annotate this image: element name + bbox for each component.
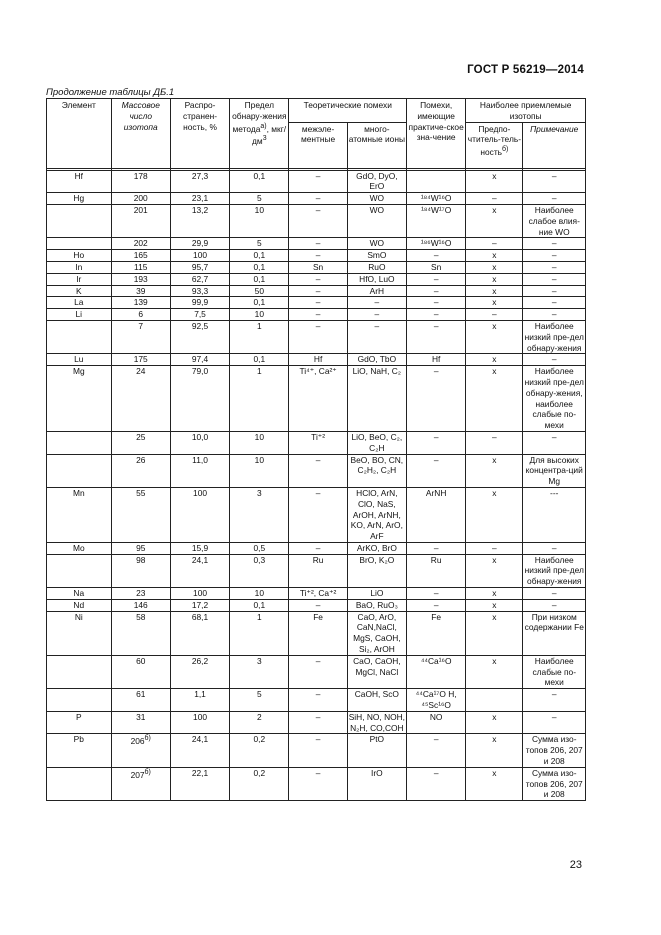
cell-a: 95,7 — [170, 261, 229, 273]
cell-n: Для высоких концентра-ций Mg — [523, 454, 586, 487]
cell-a: 79,0 — [170, 366, 229, 432]
cell-pr: – — [407, 767, 466, 800]
cell-pr: – — [407, 297, 466, 309]
table-body — [47, 170, 586, 801]
cell-m: 175 — [111, 354, 170, 366]
col-mass-number: Массовое число изотопа — [111, 99, 170, 169]
cell-pa: CaO, ArO, CaN,NaCl, MgS, CaOH, Si₂, ArOH — [347, 611, 406, 655]
cell-pr: NO — [407, 711, 466, 734]
cell-n: Сумма изо-топов 206, 207 и 208 — [523, 767, 586, 800]
cell-m: 7 — [111, 320, 170, 353]
cell-m: 6 — [111, 309, 170, 321]
cell-ie: – — [289, 193, 347, 205]
cell-a: 23,1 — [170, 193, 229, 205]
cell-el — [47, 554, 112, 587]
cell-pa: BrO, K₂O — [347, 554, 406, 587]
cell-ie: Fe — [289, 611, 347, 655]
cell-m: 31 — [111, 711, 170, 734]
cell-n: – — [523, 542, 586, 554]
cell-ie: – — [289, 170, 347, 193]
cell-ie: – — [289, 297, 347, 309]
cell-el: Na — [47, 588, 112, 600]
cell-n: – — [523, 285, 586, 297]
cell-pa: HfO, LuO — [347, 273, 406, 285]
cell-ie: Ti⁺², Ca⁺² — [289, 588, 347, 600]
table-row — [47, 285, 586, 297]
cell-pa: – — [347, 297, 406, 309]
cell-p: x — [466, 354, 523, 366]
cell-pa: ArH — [347, 285, 406, 297]
cell-a: 100 — [170, 711, 229, 734]
cell-d: 0,3 — [230, 554, 289, 587]
cell-pr: – — [407, 250, 466, 262]
cell-pr: – — [407, 588, 466, 600]
cell-pr: Ru — [407, 554, 466, 587]
cell-n: Наиболее низкий пре-дел обнару-жения, наиболее слабые по-мехи — [524, 366, 584, 431]
cell-ie: Ti⁺² — [289, 431, 347, 454]
cell-ie: – — [289, 542, 347, 554]
cell-p: – — [466, 542, 523, 554]
cell-el: Mn — [47, 487, 112, 542]
cell-m: $207^{б)}$ — [111, 767, 170, 800]
cell-d: 50 — [230, 285, 289, 297]
cell-el: Li — [47, 309, 112, 321]
cell-d: 0,1 — [230, 599, 289, 611]
col-element: Элемент — [47, 99, 112, 169]
table-row — [47, 309, 586, 321]
cell-d: 0,1 — [230, 297, 289, 309]
col-polyatomic: много-атомные ионы — [347, 122, 406, 168]
table-row — [47, 238, 586, 250]
cell-p: x — [466, 599, 523, 611]
cell-d: 10 — [230, 309, 289, 321]
cell-el: Ir — [47, 273, 112, 285]
cell-pr: – — [407, 309, 466, 321]
standard-number: ГОСТ Р 56219—2014 — [467, 64, 584, 76]
cell-pr: ¹⁸⁴W¹⁷O — [407, 204, 466, 237]
cell-p: – — [466, 431, 523, 454]
cell-p: x — [466, 366, 523, 432]
table-row — [47, 250, 586, 262]
cell-m: 139 — [111, 297, 170, 309]
cell-d: 0,1 — [230, 261, 289, 273]
cell-a: 99,9 — [170, 297, 229, 309]
cell-pa: LiO — [347, 588, 406, 600]
cell-el: Nd — [47, 599, 112, 611]
cell-n: Наиболее слабые по-мехи — [523, 655, 586, 688]
cell-ie: Hf — [289, 354, 347, 366]
table-continuation-caption: Продолжение таблицы ДБ.1 — [46, 87, 175, 98]
cell-m: 146 — [111, 599, 170, 611]
cell-pa: LiO, NaH, C₂ — [347, 366, 406, 432]
cell-pa: HClO, ArN, ClO, NaS, ArOH, ArNH, KO, ArN, ArO, ArF — [347, 487, 406, 542]
cell-el: Pb — [47, 734, 112, 767]
cell-p: – — [466, 193, 523, 205]
cell-n: – — [523, 170, 586, 193]
cell-d: 2 — [230, 711, 289, 734]
cell-el: Hg — [47, 193, 112, 205]
table-row — [47, 711, 586, 734]
cell-p: x — [466, 734, 523, 767]
col-interelement: межэле-ментные — [289, 122, 347, 168]
cell-pr: – — [407, 454, 466, 487]
cell-d: 3 — [230, 655, 289, 688]
cell-n: – — [523, 354, 586, 366]
cell-a: 1,1 — [170, 689, 229, 712]
cell-pa: – — [347, 320, 406, 353]
cell-m: 95 — [111, 542, 170, 554]
cell-el — [47, 431, 112, 454]
cell-pr: Fe — [407, 611, 466, 655]
cell-n: – — [523, 711, 586, 734]
cell-n: При низком содержании Fe — [523, 611, 586, 655]
cell-pa: WO — [347, 204, 406, 237]
cell-d: 1 — [230, 320, 289, 353]
cell-el: P — [47, 711, 112, 734]
table-row — [47, 261, 586, 273]
cell-d: 10 — [230, 204, 289, 237]
cell-a: 93,3 — [170, 285, 229, 297]
cell-ie: Ti⁴⁺, Ca²⁺ — [289, 366, 347, 432]
cell-d: 3 — [230, 487, 289, 542]
cell-d: 10 — [230, 454, 289, 487]
page-number: 23 — [569, 859, 582, 871]
table-row — [47, 767, 586, 800]
cell-d: 0,5 — [230, 542, 289, 554]
cell-pa: WO — [347, 193, 406, 205]
cell-m: 193 — [111, 273, 170, 285]
cell-pa: CaO, CaOH, MgCl, NaCl — [347, 655, 406, 688]
cell-ie: – — [289, 238, 347, 250]
cell-ie: – — [289, 599, 347, 611]
cell-el — [47, 204, 112, 237]
cell-n: Сумма изо-топов 206, 207 и 208 — [523, 734, 586, 767]
cell-pa: GdO, DyO, ErO — [347, 170, 406, 193]
cell-pr: ⁴⁴Ca¹⁷O H, ⁴⁵Sc¹⁶O — [407, 689, 466, 712]
cell-d: 0,2 — [230, 734, 289, 767]
cell-d: 5 — [230, 193, 289, 205]
col-abundance: Распро-странен-ность, % — [170, 99, 229, 169]
cell-p: x — [466, 767, 523, 800]
cell-ie: – — [289, 711, 347, 734]
cell-ie: – — [289, 454, 347, 487]
cell-a: 100 — [170, 487, 229, 542]
cell-a: 100 — [170, 588, 229, 600]
cell-ie: – — [289, 767, 347, 800]
cell-m: 60 — [111, 655, 170, 688]
table-row — [47, 588, 586, 600]
cell-m: $206^{б)}$ — [111, 734, 170, 767]
cell-d: 10 — [230, 588, 289, 600]
cell-m: 26 — [111, 454, 170, 487]
cell-p: x — [466, 204, 523, 237]
cell-p — [466, 689, 523, 712]
cell-el: Lu — [47, 354, 112, 366]
cell-m: 115 — [111, 261, 170, 273]
cell-pa: IrO — [347, 767, 406, 800]
cell-n: – — [523, 238, 586, 250]
table-row — [47, 170, 586, 193]
cell-el — [47, 320, 112, 353]
cell-pr: – — [407, 273, 466, 285]
cell-el: Hf — [47, 170, 112, 193]
cell-n: – — [523, 588, 586, 600]
cell-ie: – — [289, 204, 347, 237]
cell-ie: – — [289, 320, 347, 353]
cell-p: – — [466, 309, 523, 321]
table-row — [47, 599, 586, 611]
cell-pr: – — [407, 542, 466, 554]
cell-n: – — [523, 250, 586, 262]
cell-el: K — [47, 285, 112, 297]
cell-ie: Sn — [289, 261, 347, 273]
cell-a: 22,1 — [170, 767, 229, 800]
cell-m: 25 — [111, 431, 170, 454]
cell-p: x — [466, 611, 523, 655]
col-theoretical-interferences: Теоретические помехи — [289, 99, 407, 123]
cell-pr: – — [407, 285, 466, 297]
cell-el: Ho — [47, 250, 112, 262]
table-row — [47, 431, 586, 454]
cell-d: 0,2 — [230, 767, 289, 800]
cell-n: – — [523, 193, 586, 205]
col-detection-limit: Предел обнару-жения метода$^{а)}$, мкг/$дм^3$ — [230, 99, 289, 169]
cell-p: x — [466, 655, 523, 688]
cell-p: x — [466, 554, 523, 587]
cell-pr: – — [407, 431, 466, 454]
cell-pr: Sn — [407, 261, 466, 273]
cell-n: --- — [523, 487, 586, 542]
cell-p: x — [466, 320, 523, 353]
cell-p: x — [466, 261, 523, 273]
cell-n: – — [523, 261, 586, 273]
cell-el: Mg — [47, 366, 112, 432]
cell-pr: – — [407, 599, 466, 611]
cell-a: 24,1 — [170, 734, 229, 767]
table-row — [47, 193, 586, 205]
cell-p: x — [466, 273, 523, 285]
cell-pr: Hf — [407, 354, 466, 366]
cell-p: x — [466, 711, 523, 734]
cell-a: 24,1 — [170, 554, 229, 587]
cell-d: 0,1 — [230, 354, 289, 366]
cell-a: 15,9 — [170, 542, 229, 554]
cell-a: 7,5 — [170, 309, 229, 321]
cell-a: 62,7 — [170, 273, 229, 285]
cell-a: 26,2 — [170, 655, 229, 688]
cell-ie: – — [289, 285, 347, 297]
cell-p: x — [466, 454, 523, 487]
cell-pa: GdO, TbO — [347, 354, 406, 366]
cell-pr: ¹⁸⁶W¹⁶O — [407, 238, 466, 250]
cell-p: x — [466, 588, 523, 600]
cell-ie: – — [289, 689, 347, 712]
cell-el — [47, 767, 112, 800]
cell-d: 0,1 — [230, 170, 289, 193]
cell-pa: BaO, RuO₃ — [347, 599, 406, 611]
table-row — [47, 297, 586, 309]
cell-ie: – — [289, 655, 347, 688]
cell-m: 39 — [111, 285, 170, 297]
cell-pr: – — [407, 734, 466, 767]
cell-d: 5 — [230, 238, 289, 250]
cell-pa: ArKO, BrO — [347, 542, 406, 554]
table-row — [47, 554, 586, 587]
cell-el: In — [47, 261, 112, 273]
table-row — [47, 542, 586, 554]
cell-p: x — [466, 250, 523, 262]
cell-d: 0,1 — [230, 273, 289, 285]
cell-ie: Ru — [289, 554, 347, 587]
cell-d: 5 — [230, 689, 289, 712]
cell-m: 24 — [111, 366, 170, 432]
cell-el — [47, 454, 112, 487]
cell-pa: SiH, NO, NOH, N₂H, CO,COH — [348, 711, 406, 733]
cell-ie: – — [289, 734, 347, 767]
cell-m: 98 — [111, 554, 170, 587]
cell-ie: – — [289, 250, 347, 262]
cell-ie: – — [289, 487, 347, 542]
cell-p: x — [466, 285, 523, 297]
cell-m: 58 — [111, 611, 170, 655]
cell-m: 55 — [111, 487, 170, 542]
cell-pa: LiO, BeO, C₂, C₂H — [347, 431, 406, 454]
cell-d: 0,1 — [230, 250, 289, 262]
col-practical-interferences: Помехи, имеющие практиче-ское зна-чение — [407, 99, 466, 169]
cell-p: x — [466, 487, 523, 542]
cell-m: 61 — [111, 689, 170, 712]
cell-n: – — [523, 431, 586, 454]
table-row — [47, 454, 586, 487]
cell-pr: ⁴⁴Ca¹⁶O — [407, 655, 466, 688]
cell-a: 10,0 — [170, 431, 229, 454]
cell-el: Mo — [47, 542, 112, 554]
table-row — [47, 204, 586, 237]
cell-d: 10 — [230, 431, 289, 454]
cell-el: Ni — [47, 611, 112, 655]
cell-n: Наиболее низкий пре-дел обнару-жения — [524, 320, 584, 353]
cell-pr: ArNH — [407, 487, 466, 542]
cell-n: Наиболее слабое влия-ние WO — [523, 204, 586, 237]
cell-pr: – — [407, 320, 466, 353]
cell-n: – — [523, 599, 586, 611]
cell-d: 1 — [230, 611, 289, 655]
cell-m: 202 — [111, 238, 170, 250]
cell-n: – — [523, 689, 586, 712]
cell-p: x — [466, 170, 523, 193]
cell-pa: PtO — [347, 734, 406, 767]
table-row — [47, 354, 586, 366]
table-row — [47, 689, 586, 712]
isotope-table — [46, 98, 586, 801]
cell-p: x — [466, 297, 523, 309]
cell-ie: – — [289, 273, 347, 285]
cell-a: 17,2 — [170, 599, 229, 611]
cell-pr: – — [407, 366, 466, 432]
cell-a: 100 — [170, 250, 229, 262]
cell-pa: BeO, BO, CN, C₂H₂, C₂H — [347, 454, 406, 487]
cell-n: – — [523, 273, 586, 285]
cell-m: 23 — [111, 588, 170, 600]
table-row — [47, 734, 586, 767]
table-row — [47, 611, 586, 655]
cell-ie: – — [289, 309, 347, 321]
cell-pa: RuO — [347, 261, 406, 273]
col-note: Примечание — [523, 122, 586, 168]
cell-m: 200 — [111, 193, 170, 205]
cell-el — [47, 689, 112, 712]
cell-a: 11,0 — [170, 454, 229, 487]
cell-el — [47, 238, 112, 250]
cell-el: La — [47, 297, 112, 309]
cell-n: – — [523, 309, 586, 321]
cell-a: 97,4 — [170, 354, 229, 366]
table-row — [47, 273, 586, 285]
cell-pa: – — [347, 309, 406, 321]
cell-a: 13,2 — [170, 204, 229, 237]
table-row — [47, 487, 586, 542]
cell-a: 68,1 — [170, 611, 229, 655]
table-row — [47, 366, 586, 432]
cell-pa: SmO — [347, 250, 406, 262]
cell-el — [47, 655, 112, 688]
cell-d: 1 — [230, 366, 289, 432]
col-preferability: Предпо-чтитель-тель-ность$^{б)}$ — [466, 122, 523, 168]
cell-n: – — [523, 297, 586, 309]
cell-a: 29,9 — [170, 238, 229, 250]
cell-pr: ¹⁸⁴W¹⁶O — [407, 193, 466, 205]
cell-a: 92,5 — [170, 320, 229, 353]
table-row — [47, 320, 586, 353]
col-preferred-isotopes: Наиболее приемлемые изотопы — [466, 99, 586, 123]
cell-m: 178 — [111, 170, 170, 193]
cell-pa: WO — [347, 238, 406, 250]
table-row — [47, 655, 586, 688]
cell-pr — [407, 170, 466, 193]
cell-n: Наиболее низкий пре-дел обнару-жения — [524, 554, 584, 587]
cell-a: 27,3 — [170, 170, 229, 193]
cell-m: 201 — [111, 204, 170, 237]
cell-m: 165 — [111, 250, 170, 262]
cell-p: – — [466, 238, 523, 250]
cell-pa: CaOH, ScO — [347, 689, 406, 712]
